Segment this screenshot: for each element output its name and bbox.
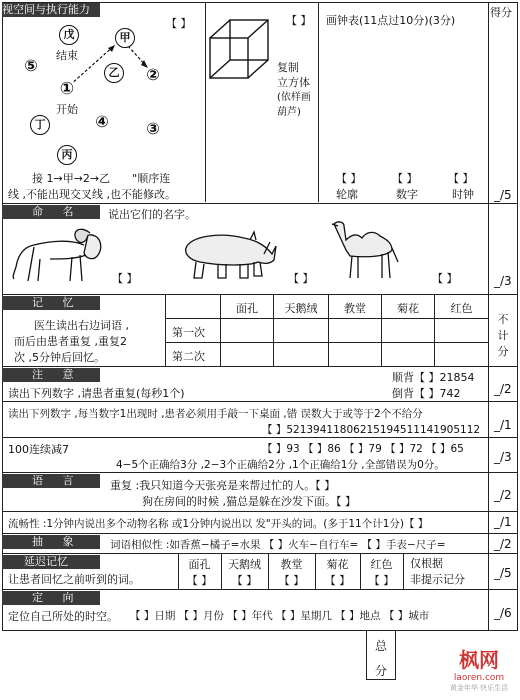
memory-word-church: 教堂 — [344, 302, 366, 315]
clock-bracket-numbers: 【 】 — [392, 172, 418, 185]
orientation-items: 【 】日期 【 】月份 【 】年代 【 】星期几 【 】地点 【 】城市 — [130, 610, 430, 622]
divider-attention — [2, 366, 518, 367]
recall-word-daisy: 菊花 — [326, 558, 349, 571]
clock-item-outline: 轮廓 — [336, 188, 358, 201]
divider-naming — [2, 203, 518, 204]
trail-instruction-2: 线 ,不能出现交叉线 ,也不能修改。 — [8, 188, 176, 201]
score-digit-span: _/2 — [494, 382, 512, 396]
total-score-box: 总 分 — [366, 631, 396, 680]
rhinoceros-picture — [180, 228, 280, 282]
section-orientation-header: 定 向 — [2, 591, 100, 605]
divider-orientation — [2, 589, 518, 590]
delayed-recall-instruction: 让患者回忆之前听到的词。 — [8, 573, 140, 586]
score-tapping: _/1 — [494, 418, 512, 432]
cube-drawing — [208, 16, 272, 82]
memory-row-1 — [165, 318, 488, 319]
clock-bracket-hands: 【 】 — [448, 172, 474, 185]
score-naming: _/3 — [494, 274, 512, 288]
abstraction-task: 词语相似性 :如香蕉−橘子=水果 【 】火车−自行车= 【 】手表−尺子= — [110, 539, 446, 551]
label-end: 结束 — [56, 49, 78, 62]
divider-cube-clock — [318, 2, 319, 202]
trail-node-4: ④ — [93, 113, 111, 131]
score-visuospatial: _/5 — [494, 188, 512, 202]
trail-instruction-1: 接 1→甲→2→乙 "顺序连 — [32, 172, 171, 185]
score-serial-seven: _/3 — [494, 450, 512, 464]
repeat-sentence-1: 重复 :我只知道今天张亮是来帮过忙的人。【 】 — [110, 479, 336, 492]
recall-note: 仅根据 非提示记分 — [410, 557, 465, 586]
label-start: 开始 — [56, 103, 78, 116]
memory-word-face: 面孔 — [236, 302, 258, 315]
digit-span-instruction: 读出下列数字 ,请患者重复(每秒1个) — [8, 387, 185, 400]
divider-abstraction — [2, 533, 518, 534]
memory-word-red: 红色 — [450, 302, 473, 315]
forward-digits: 顺背【 】21854 — [392, 371, 475, 384]
divider-fluency — [2, 511, 518, 512]
memory-word-velvet: 天鹅绒 — [284, 302, 318, 315]
memory-word-daisy: 菊花 — [397, 302, 419, 315]
frame-bottom — [2, 630, 518, 631]
section-abstraction-header: 抽 象 — [2, 535, 100, 549]
trail-node-yi: 乙 — [104, 63, 124, 83]
frame-right — [517, 2, 518, 631]
clock-bracket-outline: 【 】 — [336, 172, 362, 185]
tapping-sequence: 【 】52139411806215194511141905112 — [262, 424, 481, 436]
watermark-logo: 枫网 laoren.com 黄金年华 快乐生活 — [449, 648, 509, 692]
recall-col-5 — [403, 553, 404, 589]
section-delayed-recall-header: 延迟记忆 — [2, 555, 100, 569]
recall-word-red: 红色 — [370, 558, 393, 571]
divider-language — [2, 472, 518, 473]
trail-node-jia: 甲 — [115, 28, 135, 48]
naming-instruction: 说出它们的名字。 — [108, 208, 196, 221]
lion-picture — [10, 225, 105, 285]
trail-node-2: ② — [144, 66, 162, 84]
cube-answer-bracket-2: 【 】 — [286, 14, 312, 27]
clock-item-numbers: 数字 — [396, 188, 418, 201]
recall-bracket-red: 【 】 — [368, 574, 395, 587]
memory-trial-2: 第二次 — [172, 350, 205, 363]
camel-picture — [330, 218, 410, 282]
backward-digits: 倒背【 】742 — [392, 387, 461, 400]
recall-word-velvet: 天鹅绒 — [228, 558, 261, 571]
serial-seven-rule: 4−5个正确给3分 ,2−3个正确给2分 ,1个正确给1分 ,全部错误为0分。 — [116, 459, 445, 471]
recall-word-church: 教堂 — [280, 558, 303, 571]
memory-trial-1: 第一次 — [172, 326, 205, 339]
clock-instruction: 画钟表(11点过10分)(3分) — [326, 14, 456, 27]
section-memory-header: 记 忆 — [2, 296, 100, 310]
serial-seven-answers: 【 】93 【 】86 【 】79 【 】72 【 】65 — [262, 443, 464, 455]
divider-memory — [2, 294, 518, 295]
recall-bracket-velvet: 【 】 — [231, 574, 258, 587]
cube-answer-bracket-1: 【 】 — [166, 17, 192, 30]
tapping-instruction: 读出下列数字 ,每当数字1出现时 ,患者必须用手敲一下桌面 ,错 误数大于或等于2个不给分 — [8, 408, 423, 420]
recall-bracket-face: 【 】 — [186, 574, 213, 587]
cube-instruction: 复制 立方体 (依样画 葫芦) — [277, 61, 311, 118]
naming-bracket-rhino: 【 】 — [288, 272, 314, 285]
recall-bracket-church: 【 】 — [278, 574, 305, 587]
repeat-sentence-2: 狗在房间的时候 ,猫总是躲在沙发下面。【 】 — [142, 495, 356, 508]
score-delayed-recall: _/5 — [494, 566, 512, 580]
section-attention-header: 注 意 — [2, 368, 100, 382]
score-abstraction: _/2 — [494, 537, 512, 551]
score-orientation: _/6 — [494, 606, 512, 620]
orientation-instruction: 定位自己所处的时空。 — [8, 610, 118, 623]
score-repetition: _/2 — [494, 488, 512, 502]
section-visuospatial-header: 视空间与执行能力 — [2, 3, 100, 17]
memory-not-scored: 不 计 分 — [497, 313, 509, 358]
trail-node-5: ⑤ — [22, 57, 40, 75]
score-column-divider — [488, 2, 489, 631]
recall-word-face: 面孔 — [188, 558, 211, 571]
clock-item-hands: 时钟 — [452, 188, 474, 201]
divider-tapping — [2, 401, 518, 402]
section-naming-header: 命 名 — [2, 205, 100, 219]
divider-serial7 — [2, 437, 518, 438]
naming-bracket-lion: 【 】 — [112, 272, 138, 285]
divider-trail-cube — [205, 2, 206, 202]
score-fluency: _/1 — [494, 515, 512, 529]
memory-instruction: 医生读出右边词语 , 而后由患者重复 ,重复2 次 ,5分钟后回忆。 — [14, 319, 129, 364]
section-language-header: 语 言 — [2, 474, 100, 488]
fluency-task: 流畅性 :1分钟内说出多个动物名称 或1分钟内说出以 发"开头的词。(多于11个计1分)【 】 — [8, 518, 429, 530]
trail-node-1: ① — [59, 79, 75, 99]
trail-node-wu: 戊 — [59, 25, 79, 45]
divider-delayed-recall — [2, 553, 518, 554]
trail-node-3: ③ — [144, 120, 162, 138]
memory-row-2 — [165, 342, 488, 343]
naming-bracket-camel: 【 】 — [432, 272, 458, 285]
memory-table-left — [165, 294, 166, 366]
score-header: 得分 — [490, 6, 512, 19]
serial-seven-label: 100连续减7 — [8, 443, 69, 456]
recall-bracket-daisy: 【 】 — [324, 574, 351, 587]
trail-node-ding: 丁 — [30, 115, 50, 135]
trail-node-bing: 丙 — [57, 145, 77, 165]
